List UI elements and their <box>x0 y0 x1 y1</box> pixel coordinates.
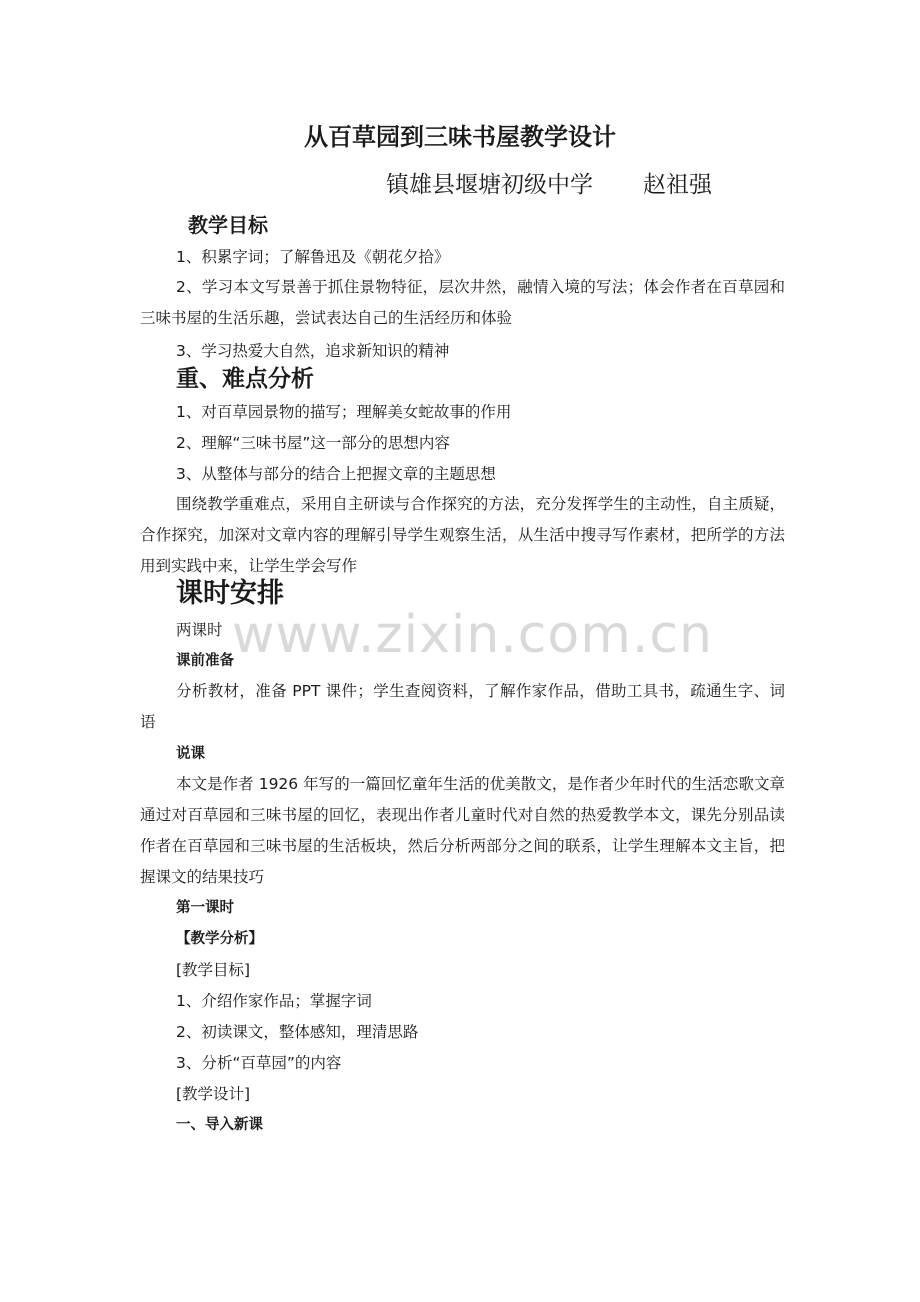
teaching-goal-1: 1、介绍作家作品；掌握字词 <box>176 992 372 1010</box>
key-2: 2、理解“三味书屋”这一部分的思想内容 <box>176 434 450 452</box>
author-line <box>386 168 712 202</box>
goal-2: 2、学习本文写景善于抓住景物特征，层次井然，融情入境的写法；体会作者在百草园和三味书屋的生活乐趣，尝试表达自己的生活经历和体验 <box>140 278 785 327</box>
goal-3: 3、学习热爱大自然，追求新知识的精神 <box>176 342 450 360</box>
heading-key-points: 重、难点分析 <box>176 366 314 392</box>
talk-paragraph: 本文是作者 1926 年写的一篇回忆童年生活的优美散文，是作者少年时代的生活恋歌文章通过对百草园和三味书屋的回忆，表现出作者儿童时代对自然的热爱教学本文，课先分别品读作者在百草园和三味书屋的生活板块，然后分析两部分之间的联系，让学生理解本文主旨，把握课文的结果技巧 <box>140 775 785 886</box>
heading-schedule: 课时安排 <box>176 578 284 609</box>
lesson-1-heading: 第一课时 <box>176 900 234 916</box>
analysis-heading: 【教学分析】 <box>176 931 263 947</box>
prep-paragraph: 分析教材，准备 PPT 课件；学生查阅资料，了解作家作品，借助工具书，疏通生字、词语 <box>140 682 785 731</box>
teaching-goal-3: 3、分析“百草园”的内容 <box>176 1054 342 1072</box>
teaching-goal-label: [教学目标] <box>176 961 251 979</box>
key-3: 3、从整体与部分的结合上把握文章的主题思想 <box>176 465 496 483</box>
author-name: 赵祖强 <box>643 172 712 198</box>
heading-prep: 课前准备 <box>176 653 234 669</box>
teaching-design-label: [教学设计] <box>176 1085 251 1103</box>
heading-goals: 教学目标 <box>188 213 268 237</box>
schedule-text: 两课时 <box>176 621 223 639</box>
goal-1: 1、积累字词；了解鲁迅及《朝花夕拾》 <box>176 248 450 266</box>
heading-talk: 说课 <box>176 746 205 762</box>
key-1: 1、对百草园景物的描写；理解美女蛇故事的作用 <box>176 403 512 421</box>
school-name: 镇雄县堰塘初级中学 <box>386 172 593 198</box>
watermark: www.zixin.com.cn <box>232 605 713 665</box>
document-title: 从百草园到三味书屋教学设计 <box>304 123 616 151</box>
intro-heading: 一、导入新课 <box>176 1117 263 1133</box>
teaching-goal-2: 2、初读课文，整体感知，理清思路 <box>176 1023 419 1041</box>
method-paragraph: 围绕教学重难点，采用自主研读与合作探究的方法，充分发挥学生的主动性，自主质疑，合作探究，加深对文章内容的理解引导学生观察生活，从生活中搜寻写作素材，把所学的方法用到实践中来，让学生学会写作 <box>140 495 785 575</box>
